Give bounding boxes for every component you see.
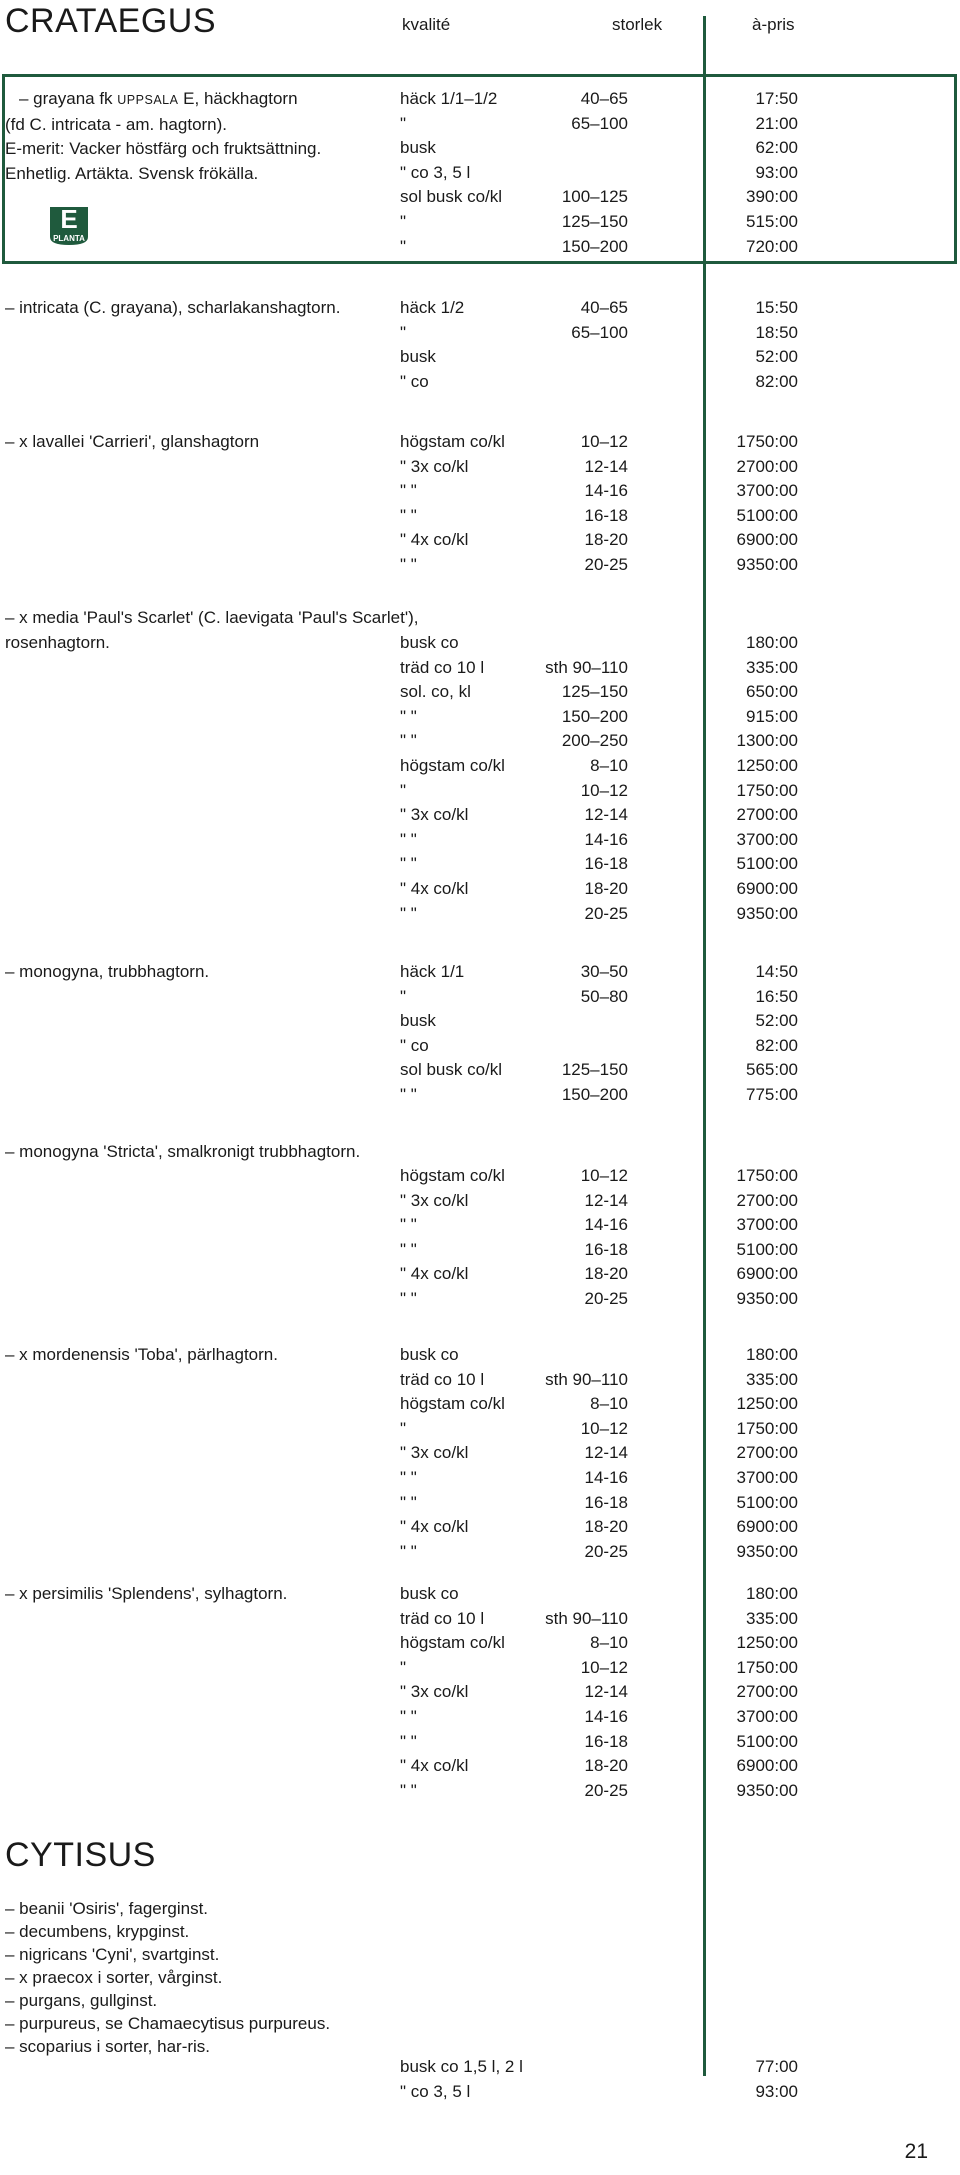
size-cell: 65–100: [571, 113, 628, 133]
quality-cell: " 3x co/kl: [400, 1190, 469, 1210]
size-cell: 125–150: [561, 211, 628, 231]
price-cell: 93:00: [755, 2081, 798, 2101]
description-line: rosenhagtorn.: [5, 632, 110, 652]
quality-cell: ": [400, 322, 407, 342]
description-line: – monogyna 'Stricta', smalkronigt trubbhagtorn.: [5, 1142, 361, 1161]
quality-cell: häck 1/2: [400, 298, 465, 317]
quality-cell: busk co 1,5 l, 2 l: [400, 2057, 523, 2076]
genus-heading-cytisus: CYTISUS: [5, 1836, 156, 1874]
price-row: [0, 1705, 960, 1730]
quality-cell: busk co: [400, 1584, 459, 1603]
cytisus-species-item: – purpureus, se Chamaecytisus purpureus.: [5, 2014, 331, 2033]
quality-cell: ": [400, 1657, 407, 1677]
price-row: [0, 370, 960, 395]
size-cell: sth 90–110: [545, 657, 628, 677]
size-cell: 10–12: [580, 780, 628, 800]
price-row: [0, 1368, 960, 1393]
price-row: [0, 1034, 960, 1059]
size-cell: 14-16: [584, 829, 628, 849]
price-cell: 77:00: [755, 2057, 798, 2076]
price-cell: 5100:00: [736, 1731, 798, 1751]
size-cell: 12-14: [584, 805, 628, 825]
description-line: – x media 'Paul's Scarlet' (C. laevigata 'Paul's Scarlet'),: [5, 608, 419, 627]
size-cell: 12-14: [584, 1682, 628, 1702]
quality-cell: " ": [400, 1288, 417, 1308]
price-row: [0, 210, 960, 235]
quality-cell: " ": [400, 1467, 417, 1487]
quality-cell: busk co: [400, 1345, 459, 1364]
size-cell: 14-16: [584, 1706, 628, 1726]
quality-cell: " ": [400, 1541, 417, 1561]
price-cell: 1250:00: [736, 1394, 798, 1414]
size-cell: 8–10: [590, 1633, 628, 1653]
quality-cell: ": [400, 1418, 407, 1438]
quality-cell: ": [400, 236, 407, 256]
size-cell: 20-25: [584, 1541, 628, 1561]
price-cell: 1250:00: [736, 1633, 798, 1653]
price-row: [0, 1164, 960, 1189]
price-cell: 82:00: [755, 1035, 798, 1055]
price-cell: 18:50: [755, 322, 798, 342]
quality-cell: " 4x co/kl: [400, 878, 469, 898]
price-row: [0, 136, 960, 161]
price-row: [0, 1343, 960, 1368]
price-cell: 17:50: [755, 89, 798, 108]
size-cell: 150–200: [561, 236, 628, 256]
price-rows: [0, 1343, 960, 1564]
price-cell: 2700:00: [736, 805, 798, 825]
price-row: [0, 1656, 960, 1681]
price-cell: 3700:00: [736, 1467, 798, 1487]
size-cell: 8–10: [590, 755, 628, 775]
price-cell: 6900:00: [736, 1264, 798, 1284]
price-rows: [0, 960, 960, 1108]
description-line: – grayana fk UPPSALA E, häckhagtorn: [19, 89, 298, 108]
price-cell: 1250:00: [736, 755, 798, 775]
quality-cell: " ": [400, 1215, 417, 1235]
price-cell: 5100:00: [736, 854, 798, 874]
size-cell: 125–150: [561, 682, 628, 702]
price-cell: 335:00: [746, 657, 798, 677]
price-cell: 21:00: [755, 113, 798, 133]
size-cell: 125–150: [561, 1060, 628, 1080]
price-rows: [0, 1164, 960, 1312]
price-row: [0, 803, 960, 828]
size-cell: 18-20: [584, 1517, 628, 1537]
price-cell: 2700:00: [736, 1190, 798, 1210]
price-cell: 3700:00: [736, 481, 798, 501]
price-cell: 180:00: [746, 1584, 798, 1603]
size-cell: 16-18: [584, 505, 628, 525]
quality-cell: " ": [400, 903, 417, 923]
uppsala-smallcaps: UPPSALA: [117, 93, 179, 107]
price-cell: 62:00: [755, 138, 798, 158]
price-cell: 915:00: [746, 706, 798, 726]
price-row: [0, 112, 960, 137]
cytisus-price-rows: [0, 2055, 960, 2104]
price-row: [0, 1680, 960, 1705]
size-cell: 16-18: [584, 854, 628, 874]
quality-cell: " ": [400, 731, 417, 751]
price-row: [0, 960, 960, 985]
price-row: [0, 1262, 960, 1287]
price-cell: 1750:00: [736, 1166, 798, 1185]
size-cell: 16-18: [584, 1731, 628, 1751]
size-cell: 12-14: [584, 1190, 628, 1210]
cytisus-species-item: – nigricans 'Cyni', svartginst.: [5, 1945, 220, 1964]
quality-cell: högstam co/kl: [400, 1633, 505, 1653]
quality-cell: " 3x co/kl: [400, 1443, 469, 1463]
quality-cell: " ": [400, 854, 417, 874]
price-row: [0, 185, 960, 210]
price-row: [0, 528, 960, 553]
genus-heading-crataegus: CRATAEGUS: [5, 2, 217, 40]
quality-cell: busk co: [400, 633, 459, 652]
quality-cell: sol busk co/kl: [400, 187, 503, 207]
price-cell: 6900:00: [736, 530, 798, 550]
price-row: [0, 1515, 960, 1540]
price-cell: 1750:00: [736, 1657, 798, 1677]
price-cell: 15:50: [755, 298, 798, 317]
size-cell: 16-18: [584, 1239, 628, 1259]
price-cell: 1300:00: [736, 731, 798, 751]
quality-cell: sol. co, kl: [400, 682, 471, 702]
cytisus-species-item: – scoparius i sorter, har-ris.: [5, 2037, 211, 2056]
price-row: [0, 345, 960, 370]
quality-cell: häck 1/1: [400, 962, 465, 981]
cytisus-species-item: – purgans, gullginst.: [5, 1991, 158, 2010]
size-cell: 200–250: [561, 731, 628, 751]
price-cell: 9350:00: [736, 1288, 798, 1308]
description-line: – x persimilis 'Splendens', sylhagtorn.: [5, 1584, 288, 1603]
size-cell: 14-16: [584, 1467, 628, 1487]
size-cell: 30–50: [580, 962, 628, 981]
price-cell: 82:00: [755, 371, 798, 391]
price-row: [0, 985, 960, 1010]
quality-cell: häck 1/1–1/2: [400, 89, 498, 108]
column-header-apris: à-pris: [752, 15, 795, 34]
quality-cell: träd co 10 l: [400, 1369, 485, 1389]
quality-cell: " ": [400, 829, 417, 849]
quality-cell: ": [400, 211, 407, 231]
price-cell: 2700:00: [736, 456, 798, 476]
quality-cell: ": [400, 113, 407, 133]
price-cell: 52:00: [755, 347, 798, 367]
price-cell: 335:00: [746, 1608, 798, 1628]
price-cell: 565:00: [746, 1060, 798, 1080]
price-row: [0, 1392, 960, 1417]
price-cell: 9350:00: [736, 1780, 798, 1800]
price-rows: [0, 1582, 960, 1803]
species-description: [5, 1140, 360, 1165]
size-cell: 16-18: [584, 1492, 628, 1512]
size-cell: 18-20: [584, 530, 628, 550]
price-row: [0, 1083, 960, 1108]
size-cell: 14-16: [584, 1215, 628, 1235]
quality-cell: " co: [400, 1035, 429, 1055]
price-cell: 52:00: [755, 1011, 798, 1031]
price-cell: 650:00: [746, 682, 798, 702]
quality-cell: " ": [400, 505, 417, 525]
price-row: [0, 1417, 960, 1442]
price-cell: 515:00: [746, 211, 798, 231]
quality-cell: " co 3, 5 l: [400, 162, 471, 182]
size-cell: 40–65: [580, 298, 628, 317]
price-row: [0, 1540, 960, 1565]
size-cell: 20-25: [584, 554, 628, 574]
size-cell: 18-20: [584, 878, 628, 898]
price-cell: 1750:00: [736, 1418, 798, 1438]
price-row: [0, 430, 960, 455]
price-row: [0, 2055, 960, 2080]
price-row: [0, 1607, 960, 1632]
size-cell: 50–80: [580, 986, 628, 1006]
price-cell: 720:00: [746, 236, 798, 256]
quality-cell: " ": [400, 1780, 417, 1800]
price-cell: 3700:00: [736, 829, 798, 849]
price-rows: [0, 87, 960, 259]
quality-cell: busk: [400, 138, 436, 158]
description-line: – x lavallei 'Carrieri', glanshagtorn: [5, 432, 260, 451]
size-cell: 10–12: [580, 432, 628, 451]
page-header: [0, 0, 960, 50]
price-row: [0, 631, 960, 656]
page-number: 21: [904, 2140, 928, 2163]
price-row: [0, 1441, 960, 1466]
price-cell: 9350:00: [736, 554, 798, 574]
price-row: [0, 729, 960, 754]
quality-cell: " 3x co/kl: [400, 456, 469, 476]
price-row: [0, 754, 960, 779]
description-line: (fd C. intricata - am. hagtorn).: [5, 114, 228, 134]
price-cell: 3700:00: [736, 1215, 798, 1235]
price-row: [0, 1582, 960, 1607]
description-line: Enhetlig. Artäkta. Svensk frökälla.: [5, 163, 259, 183]
price-cell: 1750:00: [736, 780, 798, 800]
quality-cell: " co: [400, 371, 429, 391]
price-cell: 390:00: [746, 187, 798, 207]
cytisus-species-item: – x praecox i sorter, vårginst.: [5, 1968, 223, 1987]
size-cell: 20-25: [584, 1288, 628, 1308]
quality-cell: " 4x co/kl: [400, 1517, 469, 1537]
quality-cell: " 3x co/kl: [400, 805, 469, 825]
price-row: [0, 479, 960, 504]
quality-cell: " 4x co/kl: [400, 1756, 469, 1776]
price-row: [0, 1058, 960, 1083]
price-row: [0, 161, 960, 186]
price-row: [0, 1754, 960, 1779]
price-row: [0, 705, 960, 730]
size-cell: 10–12: [580, 1657, 628, 1677]
price-row: [0, 902, 960, 927]
price-cell: 6900:00: [736, 878, 798, 898]
price-cell: 3700:00: [736, 1706, 798, 1726]
size-cell: 20-25: [584, 903, 628, 923]
quality-cell: " 4x co/kl: [400, 1264, 469, 1284]
price-cell: 6900:00: [736, 1756, 798, 1776]
quality-cell: högstam co/kl: [400, 432, 505, 451]
size-cell: 14-16: [584, 481, 628, 501]
price-row: [0, 1009, 960, 1034]
price-row: [0, 656, 960, 681]
price-row: [0, 553, 960, 578]
price-row: [0, 235, 960, 260]
size-cell: 40–65: [580, 89, 628, 108]
quality-cell: busk: [400, 1011, 436, 1031]
price-row: [0, 828, 960, 853]
quality-cell: högstam co/kl: [400, 1166, 505, 1185]
size-cell: 12-14: [584, 1443, 628, 1463]
size-cell: 65–100: [571, 322, 628, 342]
price-cell: 180:00: [746, 1345, 798, 1364]
price-row: [0, 1238, 960, 1263]
price-rows: [0, 631, 960, 926]
quality-cell: " ": [400, 1706, 417, 1726]
price-row: [0, 1631, 960, 1656]
logo-letter: E: [60, 204, 78, 234]
price-cell: 2700:00: [736, 1682, 798, 1702]
price-rows: [0, 296, 960, 394]
quality-cell: " ": [400, 1084, 417, 1104]
quality-cell: högstam co/kl: [400, 1394, 505, 1414]
description-line: – x mordenensis 'Toba', pärlhagtorn.: [5, 1345, 278, 1364]
price-cell: 5100:00: [736, 1492, 798, 1512]
size-cell: 12-14: [584, 456, 628, 476]
size-cell: 10–12: [580, 1166, 628, 1185]
cytisus-species-item: – beanii 'Osiris', fagerginst.: [5, 1899, 209, 1918]
cytisus-species-list: [5, 1897, 330, 2058]
price-cell: 16:50: [755, 986, 798, 1006]
price-row: [0, 1491, 960, 1516]
quality-cell: högstam co/kl: [400, 755, 505, 775]
price-rows: [0, 430, 960, 578]
price-cell: 180:00: [746, 633, 798, 652]
price-row: [0, 779, 960, 804]
column-header-storlek: storlek: [612, 15, 663, 34]
column-header-kvalite: kvalité: [402, 15, 451, 34]
size-cell: 18-20: [584, 1264, 628, 1284]
logo-text: PLANTA: [53, 234, 85, 243]
price-row: [0, 852, 960, 877]
quality-cell: busk: [400, 347, 436, 367]
quality-cell: " ": [400, 481, 417, 501]
price-row: [0, 2080, 960, 2105]
quality-cell: ": [400, 986, 407, 1006]
price-row: [0, 87, 960, 112]
size-cell: 8–10: [590, 1394, 628, 1414]
price-cell: 1750:00: [736, 432, 798, 451]
description-line: E-merit: Vacker höstfärg och fruktsättning.: [5, 139, 322, 159]
size-cell: 150–200: [561, 706, 628, 726]
size-cell: 100–125: [561, 187, 628, 207]
description-line: – intricata (C. grayana), scharlakanshagtorn.: [5, 298, 341, 317]
price-row: [0, 321, 960, 346]
quality-cell: träd co 10 l: [400, 657, 485, 677]
quality-cell: ": [400, 780, 407, 800]
cytisus-species-item: – decumbens, krypginst.: [5, 1922, 190, 1941]
price-cell: 9350:00: [736, 903, 798, 923]
price-cell: 14:50: [755, 962, 798, 981]
price-row: [0, 1213, 960, 1238]
price-cell: 5100:00: [736, 505, 798, 525]
size-cell: sth 90–110: [545, 1369, 628, 1389]
price-row: [0, 455, 960, 480]
price-row: [0, 1466, 960, 1491]
quality-cell: " 4x co/kl: [400, 530, 469, 550]
size-cell: 150–200: [561, 1084, 628, 1104]
price-cell: 93:00: [755, 162, 798, 182]
price-cell: 335:00: [746, 1369, 798, 1389]
price-row: [0, 877, 960, 902]
price-row: [0, 1189, 960, 1214]
quality-cell: " ": [400, 706, 417, 726]
price-cell: 5100:00: [736, 1239, 798, 1259]
price-row: [0, 1287, 960, 1312]
quality-cell: " ": [400, 1492, 417, 1512]
size-cell: sth 90–110: [545, 1608, 628, 1628]
quality-cell: " ": [400, 554, 417, 574]
quality-cell: " 3x co/kl: [400, 1682, 469, 1702]
size-cell: 10–12: [580, 1418, 628, 1438]
price-cell: 9350:00: [736, 1541, 798, 1561]
price-cell: 775:00: [746, 1084, 798, 1104]
price-row: [0, 680, 960, 705]
price-row: [0, 296, 960, 321]
quality-cell: träd co 10 l: [400, 1608, 485, 1628]
size-cell: 20-25: [584, 1780, 628, 1800]
price-row: [0, 504, 960, 529]
price-row: [0, 1730, 960, 1755]
quality-cell: sol busk co/kl: [400, 1060, 503, 1080]
description-line: – monogyna, trubbhagtorn.: [5, 962, 210, 981]
quality-cell: " co 3, 5 l: [400, 2081, 471, 2101]
size-cell: 18-20: [584, 1756, 628, 1776]
quality-cell: " ": [400, 1239, 417, 1259]
price-row: [0, 1779, 960, 1804]
price-cell: 6900:00: [736, 1517, 798, 1537]
price-cell: 2700:00: [736, 1443, 798, 1463]
quality-cell: " ": [400, 1731, 417, 1751]
